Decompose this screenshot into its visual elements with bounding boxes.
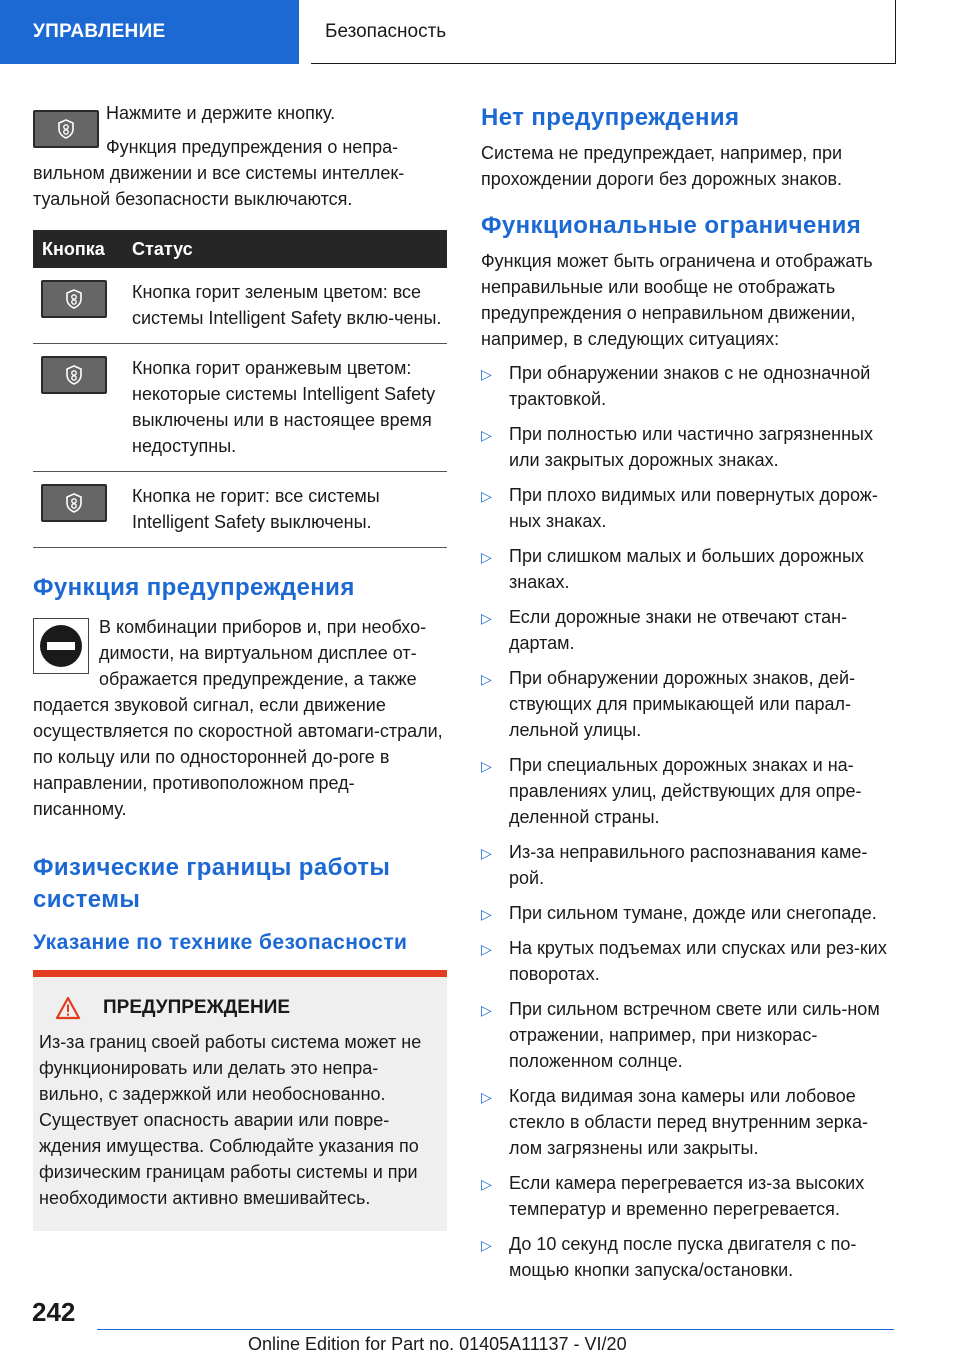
- list-item-text: При обнаружении знаков с не однозначной трактовкой.: [509, 363, 871, 409]
- warning-function-block: [33, 614, 447, 822]
- column-header-button: Кнопка: [33, 230, 132, 268]
- list-item: [481, 839, 897, 891]
- list-item: [481, 360, 897, 412]
- intro-text: вильном движении и все системы интеллек-туальной безопасности выключаются.: [33, 163, 405, 209]
- list-item-text: При плохо видимых или повернутых дорож-ных знаках.: [509, 485, 878, 531]
- list-item: [481, 1083, 897, 1161]
- list-item: [481, 752, 897, 830]
- list-item-text: При полностью или частично загрязненных или закрытых дорожных знаках.: [509, 424, 873, 470]
- list-item: [481, 665, 897, 743]
- warning-title: [39, 995, 439, 1021]
- bullet-arrow-icon: ▷: [481, 610, 492, 626]
- intro-line-1: Нажмите и держите кнопку.: [106, 103, 336, 123]
- column-header-status: Статус: [132, 230, 447, 268]
- warning-text: Из-за границ своей работы система может не функционировать или делать это непра-вильно, с задержкой или необоснованно. Существует опасность аварии или повре-ждения имущества. Соблюдайте указания по физическим границам работы системы и при необходимости активно вмешивайтесь.: [39, 1032, 422, 1208]
- list-item-text: При обнаружении дорожных знаков, дей-ствующих для примыкающей или парал-лельной улицы.: [509, 668, 856, 740]
- warning-function-line: ображается предупреждение, а также: [99, 669, 417, 689]
- subheading-safety-note: Указание по технике безопасности: [33, 931, 408, 954]
- right-column: [481, 100, 897, 1292]
- bullet-arrow-icon: ▷: [481, 1176, 492, 1192]
- bullet-arrow-icon: ▷: [481, 1002, 492, 1018]
- table-cell-icon: [33, 268, 132, 344]
- section-tab: УПРАВЛЕНИЕ: [0, 0, 299, 64]
- table-cell-status: Кнопка горит оранжевым цветом: некоторые системы Intelligent Safety выключены или в настоящее время недоступны.: [132, 344, 447, 472]
- intro-block: [33, 100, 447, 212]
- list-item-text: При слишком малых и больших дорожных знаках.: [509, 546, 864, 592]
- no-warnings-text: Система не предупреждает, например, при прохождении дороги без дорожных знаков.: [481, 143, 843, 189]
- table-cell-status: Кнопка не горит: все системы Intelligent Safety выключены.: [132, 472, 447, 548]
- list-item-text: До 10 секунд после пуска двигателя с по-мощью кнопки запуска/остановки.: [509, 1234, 857, 1280]
- list-item: [481, 421, 897, 473]
- list-item: [481, 996, 897, 1074]
- list-item-text: Когда видимая зона камеры или лобовое стекло в области перед внутренним зерка-лом загрязнены или закрыты.: [509, 1086, 869, 1158]
- safety-button-icon: [41, 356, 107, 394]
- section-heading-limits: Физические границы работы системы: [33, 854, 391, 913]
- list-item-text: Из-за неправильного распознавания каме-рой.: [509, 842, 868, 888]
- safety-button-icon: [33, 110, 99, 148]
- list-item: [481, 935, 897, 987]
- list-item: [481, 482, 897, 534]
- bullet-arrow-icon: ▷: [481, 758, 492, 774]
- intro-line-2: Функция предупреждения о непра-: [106, 137, 399, 157]
- list-item: [481, 604, 897, 656]
- warning-title-text: ПРЕДУПРЕЖДЕНИЕ: [103, 997, 291, 1018]
- warning-function-line: В комбинации приборов и, при необхо-: [99, 617, 427, 637]
- functional-limits-text: Функция может быть ограничена и отображать неправильные или вообще не отображать предупреждения о неправильном движении, например, в следующих ситуациях:: [481, 251, 873, 349]
- bullet-arrow-icon: ▷: [481, 549, 492, 565]
- table-row: [33, 472, 447, 548]
- bullet-arrow-icon: ▷: [481, 1237, 492, 1253]
- section-heading-no-warnings: Нет предупреждения: [481, 104, 740, 131]
- bullet-arrow-icon: ▷: [481, 1089, 492, 1105]
- bullet-arrow-icon: ▷: [481, 845, 492, 861]
- bullet-arrow-icon: ▷: [481, 366, 492, 382]
- list-item-text: При сильном тумане, дожде или снегопаде.: [509, 903, 877, 923]
- bullet-arrow-icon: ▷: [481, 671, 492, 687]
- list-item-text: Если дорожные знаки не отвечают стан-дартам.: [509, 607, 848, 653]
- bullet-arrow-icon: ▷: [481, 427, 492, 443]
- functional-limits-list: [481, 360, 897, 1283]
- left-column: [33, 100, 447, 1231]
- warning-function-line: димости, на виртуальном дисплее от-: [99, 643, 417, 663]
- table-header-row: [33, 230, 447, 268]
- list-item: [481, 900, 897, 926]
- list-item: [481, 1170, 897, 1222]
- list-item-text: Если камера перегревается из-за высоких температур и временно перегревается.: [509, 1173, 865, 1219]
- bullet-arrow-icon: ▷: [481, 941, 492, 957]
- page-number: 242: [32, 1297, 76, 1327]
- list-item-text: При сильном встречном свете или силь-ном отражении, например, при низкорас-положенном солнце.: [509, 999, 880, 1071]
- section-heading-functional-limits: Функциональные ограничения: [481, 212, 862, 239]
- list-item: [481, 543, 897, 595]
- chapter-title: Безопасность: [311, 0, 896, 64]
- list-item-text: При специальных дорожных знаках и на-правлениях улиц, действующих для опре-деленной страны.: [509, 755, 862, 827]
- no-entry-icon: [33, 618, 89, 674]
- bullet-arrow-icon: ▷: [481, 488, 492, 504]
- bullet-arrow-icon: ▷: [481, 906, 492, 922]
- list-item: [481, 1231, 897, 1283]
- warning-function-text: подается звуковой сигнал, если движение осуществляется по скоростной автомаги-страли, по кольцу или по односторонней до-роге в направлении, противоположном пред-писанному.: [33, 695, 443, 819]
- table-cell-icon: [33, 472, 132, 548]
- footer-edition: Online Edition for Part no. 01405A11137 - VI/20: [248, 1334, 627, 1354]
- safety-button-icon: [41, 484, 107, 522]
- status-table: [33, 230, 447, 548]
- table-cell-icon: [33, 344, 132, 472]
- warning-triangle-icon: [55, 996, 81, 1020]
- table-cell-status: Кнопка горит зеленым цветом: все системы Intelligent Safety вклю-чены.: [132, 268, 447, 344]
- warning-box: [33, 970, 447, 1231]
- section-heading-warning-function: Функция предупреждения: [33, 574, 355, 601]
- table-row: [33, 268, 447, 344]
- list-item-text: На крутых подъемах или спусках или рез-ких поворотах.: [509, 938, 887, 984]
- table-row: [33, 344, 447, 472]
- footer-rule: [97, 1329, 894, 1330]
- safety-button-icon: [41, 280, 107, 318]
